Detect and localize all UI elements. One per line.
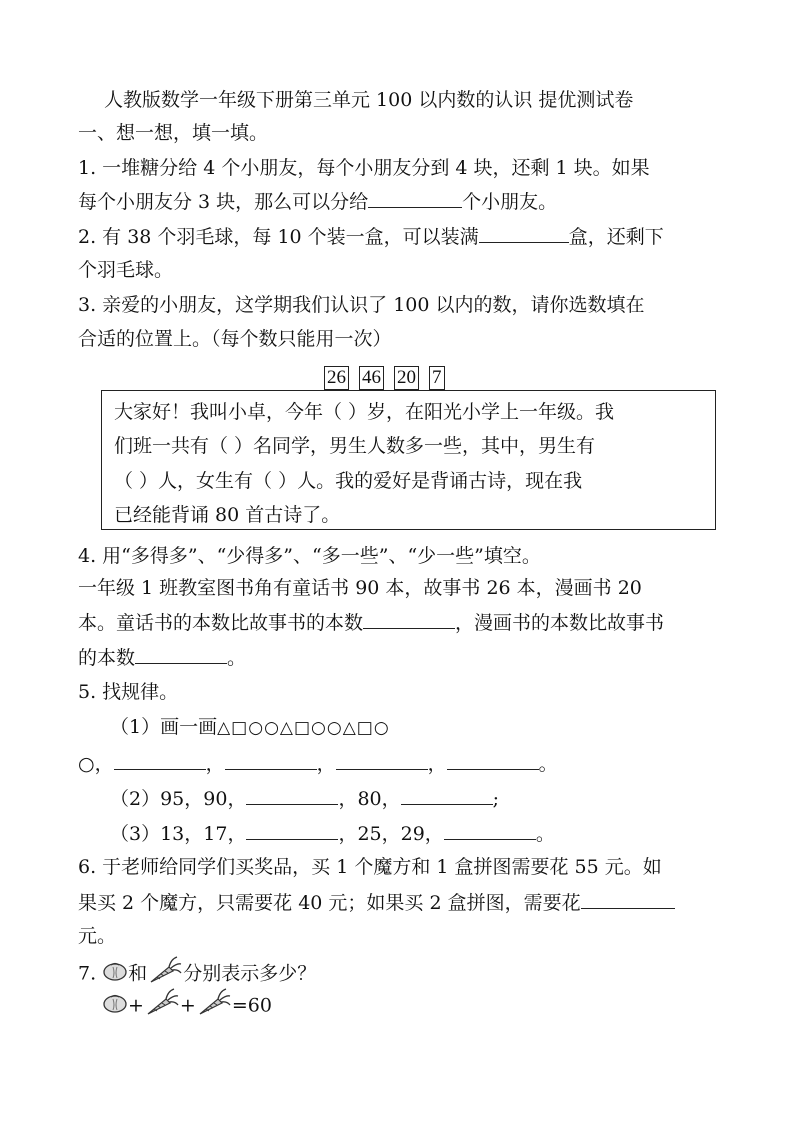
q4-line4 <box>78 645 246 670</box>
q4-line3 <box>78 610 664 635</box>
q3-line1: 3. 亲爱的小朋友，这学期我们认识了 100 以内的数，请你选数填在 <box>78 294 645 316</box>
q5-shape-blank[interactable] <box>114 751 206 770</box>
number-choice: 7 <box>429 366 445 390</box>
q6-line2 <box>78 890 675 915</box>
story-line: 已经能背诵 80 首古诗了。 <box>114 504 341 526</box>
q7-and: 和 <box>128 962 148 985</box>
q6-line3: 元。 <box>78 925 117 947</box>
equation-result: =60 <box>231 994 272 1017</box>
carrot-icon <box>144 987 180 1026</box>
q4-answer-blank-1[interactable] <box>363 610 455 629</box>
story-box <box>101 390 716 530</box>
q5-part3-a: （3）13，17， <box>110 823 247 845</box>
number-choice: 46 <box>359 366 384 390</box>
q6-text: 果买 2 个魔方，只需要花 40 元；如果买 2 盒拼图，需要花 <box>78 892 581 914</box>
plus-sign: + <box>179 994 196 1017</box>
q5-shape-blank[interactable] <box>336 751 428 770</box>
q2-text-b: 盒，还剩下 <box>568 226 664 248</box>
q2-answer-blank-1[interactable] <box>479 224 569 243</box>
number-choice: 20 <box>394 366 419 390</box>
q2-text-a: 2. 有 38 个羽毛球，每 10 个装一盒，可以装满 <box>78 226 479 248</box>
q4-text-d: 。 <box>227 647 247 669</box>
carrot-icon <box>196 987 232 1026</box>
q2-line2: 个羽毛球。 <box>78 259 174 281</box>
story-line: 们班一共有（ ）名同学，男生人数多一些，其中，男生有 <box>114 435 596 457</box>
tomato-icon <box>102 959 128 990</box>
q5-part3-end: 。 <box>535 823 555 845</box>
number-choices <box>324 366 445 390</box>
q5-part2 <box>110 786 499 811</box>
q2-line1 <box>78 224 664 249</box>
q5-part3-b: ，25，29， <box>338 823 444 845</box>
q5-shape-blank[interactable] <box>447 751 539 770</box>
q5-part1 <box>110 715 390 740</box>
q5-sep: ， <box>316 753 336 775</box>
number-choice: 26 <box>324 366 349 390</box>
q5-part1-label: （1）画一画 <box>110 716 218 738</box>
q1-line2 <box>78 189 557 214</box>
q5-number-blank[interactable] <box>246 821 338 840</box>
q4-text-c: 的本数 <box>78 647 136 669</box>
q6-line1: 6. 于老师给同学们买奖品，买 1 个魔方和 1 盒拼图需要花 55 元。如 <box>78 856 662 878</box>
tomato-icon <box>102 991 128 1022</box>
q7-equation <box>102 987 272 1026</box>
section-heading: 一、想一想，填一填。 <box>78 122 269 144</box>
q5-part2-end: ; <box>492 788 500 810</box>
q5-part1-answers <box>78 751 558 776</box>
story-line: 大家好！我叫小卓，今年（ ）岁，在阳光小学上一年级。我 <box>114 401 615 423</box>
q5-part3 <box>110 821 555 846</box>
q4-answer-blank-2[interactable] <box>135 645 227 664</box>
q5-part2-a: （2）95，90， <box>110 788 247 810</box>
plus-sign: + <box>128 994 144 1017</box>
q3-line2: 合适的位置上。（每个数只能用一次） <box>78 328 392 350</box>
q4-text-a: 本。童话书的本数比故事书的本数 <box>78 612 364 634</box>
q5-shape-blank[interactable] <box>225 751 317 770</box>
q7-number: 7. <box>78 962 103 985</box>
q5-sep: ， <box>427 753 447 775</box>
q5-end: 。 <box>538 753 558 775</box>
q5-line1: 5. 找规律。 <box>78 681 179 703</box>
q1-text-a: 每个小朋友分 3 块，那么可以分给 <box>78 191 369 213</box>
q5-sep: ， <box>205 753 225 775</box>
q4-line2: 一年级 1 班教室图书角有童话书 90 本，故事书 26 本，漫画书 20 <box>78 577 642 599</box>
q5-number-blank[interactable] <box>246 786 338 805</box>
story-line: （ ）人，女生有（ ）人。我的爱好是背诵古诗，现在我 <box>114 470 583 492</box>
q1-text-b: 个小朋友。 <box>462 191 558 213</box>
q1-line1: 1. 一堆糖分给 4 个小朋友，每个小朋友分到 4 块，还剩 1 块。如果 <box>78 157 650 179</box>
q5-part2-b: ，80， <box>338 788 401 810</box>
q5-part1-lead: ○， <box>78 753 114 775</box>
shape-pattern: △□○○△□○○△□○ <box>217 718 390 738</box>
q4-text-b: ，漫画书的本数比故事书 <box>455 612 665 634</box>
q7-question: 分别表示多少？ <box>183 962 317 985</box>
page-title: 人教版数学一年级下册第三单元 100 以内数的认识 提优测试卷 <box>104 89 634 111</box>
q6-answer-blank[interactable] <box>581 890 675 909</box>
q1-answer-blank[interactable] <box>368 189 462 208</box>
q4-line1: 4. 用“多得多”、“少得多”、“多一些”、“少一些”填空。 <box>78 545 541 567</box>
q5-number-blank[interactable] <box>401 786 493 805</box>
q5-number-blank[interactable] <box>444 821 536 840</box>
